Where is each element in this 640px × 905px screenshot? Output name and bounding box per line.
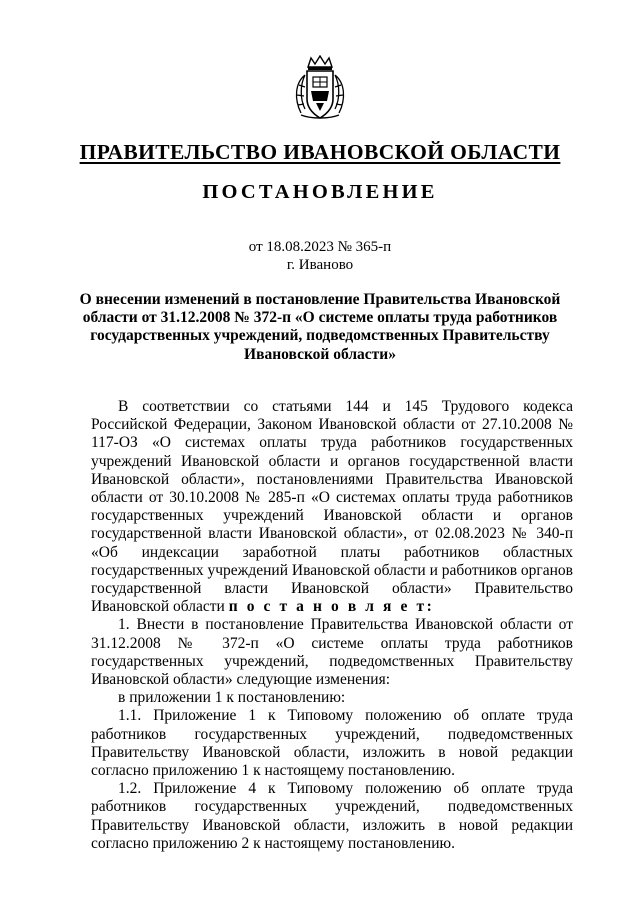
coat-of-arms-icon [291,55,349,121]
city: г. Иваново [286,257,354,273]
document-type: ПОСТАНОВЛЕНИЕ [202,181,438,203]
paragraph-1-1: 1.1. Приложение 1 к Типовому положению об оплате труда работников государственных учреждений, подведомственных Правительству Ивановской области, изложить в новой редакции согласно приложению 1 к настоящему постановлению. [91,707,573,780]
preamble-paragraph [91,398,573,616]
date-number: от 18.08.2023 № 365-п [248,239,392,255]
preamble-text: В соответствии со статьями 144 и 145 Трудового кодекса Российской Федерации, Законом Ивановской области от 27.10.2008 № 117-ОЗ «О системах оплаты труда работников государственных учреждений Ивановской области и органов государственной власти Ивановской области», постановлениями Правительства Ивановской области от 30.10.2008 № 285-п «О системах оплаты труда работников государственных учреждений Ивановской области и органов государственной власти Ивановской области», от 02.08.2023 № 340-п «Об индексации заработной платы работников областных государственных учреждений Ивановской области и работников органов государственной власти Ивановской области» Правительство Ивановской области [91,398,573,616]
decree-word: п о с т а н о в л я е т: [228,598,435,616]
paragraph-1-2: 1.2. Приложение 4 к Типовому положению об оплате труда работников государственных учреждений, подведомственных Правительству Ивановской области, изложить в новой редакции согласно приложению 2 к настоящему постановлению. [91,780,573,852]
document-meta [0,238,640,274]
document-heading: О внесении изменений в постановление Правительства Ивановской области от 31.12.2008 № 372-п «О системе оплаты труда работников государственных учреждений, подведомственных Правительству Ивановской области» [79,291,561,363]
paragraph-2: в приложении 1 к постановлению: [118,689,346,707]
paragraph-1: 1. Внести в постановление Правительства Ивановской области от 31.12.2008 № 372-п «О системе оплаты труда работников государственных учреждений, подведомственных Правительству Ивановской области» следующие изменения: [91,616,573,689]
government-title: ПРАВИТЕЛЬСТВО ИВАНОВСКОЙ ОБЛАСТИ [79,140,561,164]
document-body [91,398,573,853]
